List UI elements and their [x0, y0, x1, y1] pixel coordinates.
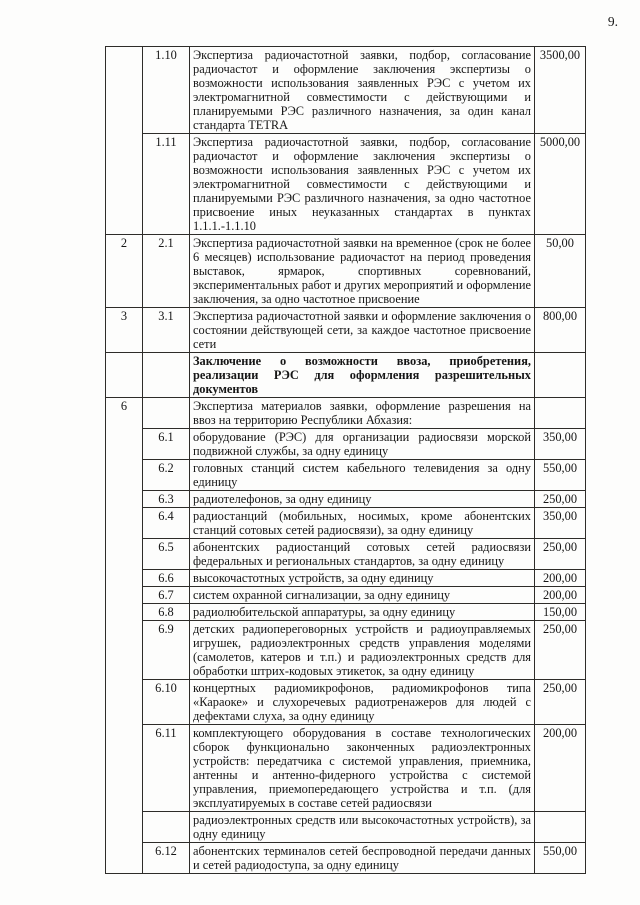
row-description-cell: абонентских терминалов сетей беспроводной передачи данных и сетей радиодоступа, за одну единицу — [190, 843, 535, 874]
row-description-cell: детских радиопереговорных устройств и радиоуправляемых игрушек, радиоэлектронных средств управления моделями (самолетов, катеров и т.п.) и радиоэлектронных средств для обработки штрих-кодовых этикеток, за одну единицу — [190, 621, 535, 680]
row-subnumber-cell: 6.7 — [143, 587, 190, 604]
row-subnumber-cell: 6.5 — [143, 539, 190, 570]
row-price-cell — [535, 398, 586, 429]
tariff-table — [105, 46, 586, 874]
row-subnumber-cell: 6.3 — [143, 491, 190, 508]
row-description-cell: Экспертиза радиочастотной заявки, подбор, согласование радиочастот и оформление заключения экспертизы о возможности использования заявленных РЭС с учетом их электромагнитной совместимости с действующими и планируемыми РЭС различного назначения, за один канал стандарта TETRA — [190, 47, 535, 134]
tariff-table-body — [106, 47, 586, 874]
table-row — [106, 491, 586, 508]
table-row — [106, 843, 586, 874]
row-subnumber-cell: 3.1 — [143, 308, 190, 353]
row-subnumber-cell: 6.12 — [143, 843, 190, 874]
table-row — [106, 460, 586, 491]
row-price-cell: 550,00 — [535, 460, 586, 491]
row-description-cell: радиотелефонов, за одну единицу — [190, 491, 535, 508]
row-subnumber-cell — [143, 812, 190, 843]
table-row — [106, 47, 586, 134]
row-description-cell: комплектующего оборудования в составе технологических сборок функционально законченных радиоэлектронных устройств: передатчика с системой управления, приемника, антенны и антенно-фидерного устройства с системой управления, приемопередающего устройства и т.п. (для эксплуатируемых в составе сетей радиосвязи — [190, 725, 535, 812]
row-description-cell: оборудование (РЭС) для организации радиосвязи морской подвижной службы, за одну единицу — [190, 429, 535, 460]
row-subnumber-cell: 1.10 — [143, 47, 190, 134]
row-price-cell: 5000,00 — [535, 134, 586, 235]
row-description-cell: Экспертиза радиочастотной заявки на временное (срок не более 6 месяцев) использование радиочастот на период проведения выставок, ярмарок, спортивных соревнований, экспериментальных работ и других мероприятий и оформление заключения, за одно частотное присвоение — [190, 235, 535, 308]
row-description-cell: радиолюбительской аппаратуры, за одну единицу — [190, 604, 535, 621]
row-price-cell: 250,00 — [535, 680, 586, 725]
row-price-cell: 800,00 — [535, 308, 586, 353]
row-price-cell: 250,00 — [535, 491, 586, 508]
table-row — [106, 680, 586, 725]
row-description-cell: Экспертиза радиочастотной заявки и оформление заключения о состоянии действующей сети, за каждое частотное присвоение сети — [190, 308, 535, 353]
table-row — [106, 235, 586, 308]
row-number-cell: 3 — [106, 308, 143, 353]
row-price-cell — [535, 812, 586, 843]
row-subnumber-cell: 6.10 — [143, 680, 190, 725]
row-number-cell — [106, 47, 143, 235]
row-description-cell: Экспертиза радиочастотной заявки, подбор, согласование радиочастот и оформление заключения экспертизы о возможности использования заявленных РЭС с учетом их электромагнитной совместимости с действующими и планируемыми РЭС различного назначения, за одно частотное присвоение иных неуказанных стандартах в пунктах 1.1.1.-1.1.10 — [190, 134, 535, 235]
row-price-cell — [535, 353, 586, 398]
row-subnumber-cell — [143, 398, 190, 429]
row-price-cell: 200,00 — [535, 725, 586, 812]
table-row — [106, 308, 586, 353]
row-description-cell: головных станций систем кабельного телевидения за одну единицу — [190, 460, 535, 491]
row-number-cell: 2 — [106, 235, 143, 308]
row-price-cell: 50,00 — [535, 235, 586, 308]
row-price-cell: 350,00 — [535, 429, 586, 460]
table-row — [106, 604, 586, 621]
row-price-cell: 200,00 — [535, 570, 586, 587]
table-row — [106, 134, 586, 235]
row-description-cell: абонентских радиостанций сотовых сетей радиосвязи федеральных и региональных стандартов, за одну единицу — [190, 539, 535, 570]
table-row — [106, 621, 586, 680]
row-price-cell: 3500,00 — [535, 47, 586, 134]
row-description-cell: радиостанций (мобильных, носимых, кроме абонентских станций сотовых сетей радиосвязи), за одну единицу — [190, 508, 535, 539]
row-subnumber-cell: 6.9 — [143, 621, 190, 680]
row-subnumber-cell: 6.2 — [143, 460, 190, 491]
table-row — [106, 587, 586, 604]
row-price-cell: 150,00 — [535, 604, 586, 621]
row-description-cell: Заключение о возможности ввоза, приобретения, реализации РЭС для оформления разрешительных документов — [190, 353, 535, 398]
row-price-cell: 550,00 — [535, 843, 586, 874]
row-description-cell: высокочастотных устройств, за одну единицу — [190, 570, 535, 587]
row-subnumber-cell: 6.4 — [143, 508, 190, 539]
table-row — [106, 429, 586, 460]
row-number-cell — [106, 353, 143, 398]
row-description-cell: концертных радиомикрофонов, радиомикрофонов типа «Караоке» и слухоречевых радиотренажеров для людей с дефектами слуха, за одну единицу — [190, 680, 535, 725]
row-subnumber-cell: 1.11 — [143, 134, 190, 235]
page-number: 9. — [607, 14, 618, 29]
table-row — [106, 725, 586, 812]
row-description-cell: систем охранной сигнализации, за одну единицу — [190, 587, 535, 604]
row-price-cell: 200,00 — [535, 587, 586, 604]
table-row — [106, 353, 586, 398]
row-subnumber-cell: 6.1 — [143, 429, 190, 460]
row-subnumber-cell: 6.6 — [143, 570, 190, 587]
row-price-cell: 250,00 — [535, 621, 586, 680]
row-price-cell: 350,00 — [535, 508, 586, 539]
row-subnumber-cell: 6.8 — [143, 604, 190, 621]
row-price-cell: 250,00 — [535, 539, 586, 570]
table-row — [106, 812, 586, 843]
table-row — [106, 398, 586, 429]
table-row — [106, 570, 586, 587]
row-description-cell: радиоэлектронных средств или высокочастотных устройств), за одну единицу — [190, 812, 535, 843]
table-row — [106, 508, 586, 539]
row-subnumber-cell: 6.11 — [143, 725, 190, 812]
row-number-cell: 6 — [106, 398, 143, 874]
row-description-cell: Экспертиза материалов заявки, оформление разрешения на ввоз на территорию Республики Абхазия: — [190, 398, 535, 429]
row-subnumber-cell: 2.1 — [143, 235, 190, 308]
row-subnumber-cell — [143, 353, 190, 398]
table-row — [106, 539, 586, 570]
